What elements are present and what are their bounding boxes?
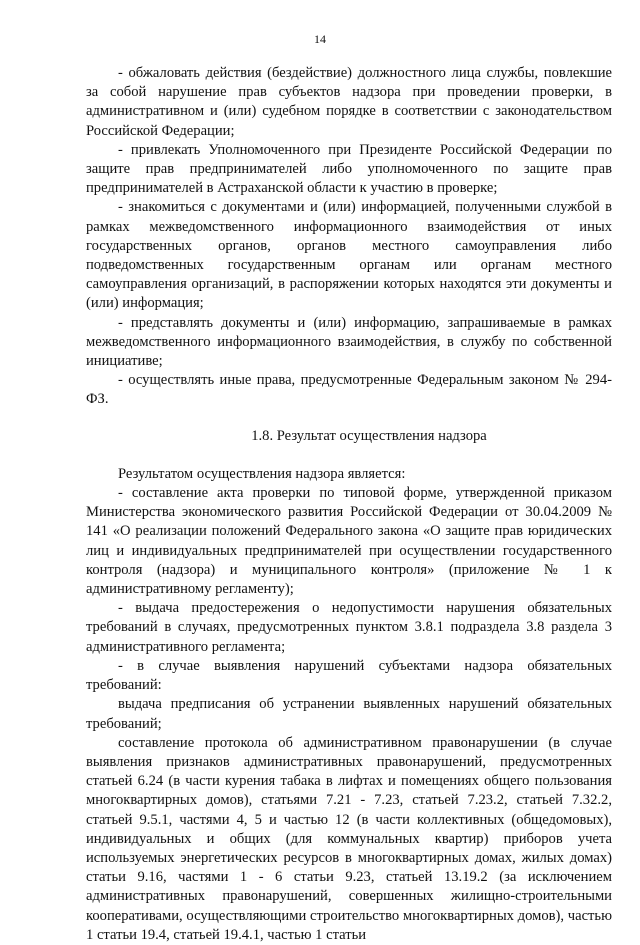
result-item: - выдача предостережения о недопустимости нарушения обязательных требований в случаях, предусмотренных пунктом 3.8.1 подраздела 3.8 раздела 3 административного регламента; xyxy=(86,600,612,655)
rights-item: - привлекать Уполномоченного при Президенте Российской Федерации по защите прав предпринимателей либо уполномоченного по защите прав предпринимателей в Астраханской области к участию в проверке; xyxy=(86,141,612,197)
rights-item: - знакомиться с документами и (или) информацией, полученными службой в рамках межведомственного информационного взаимодействия от иных государственных органов, органов местного самоуправления либо подведомственных государственным органам или органам местного самоуправления организаций, в распоряжении которых находятся эти документы и (или) информация; xyxy=(86,199,612,312)
result-item: выдача предписания об устранении выявленных нарушений обязательных требований; xyxy=(86,696,612,732)
section-heading: 1.8. Результат осуществления надзора xyxy=(251,427,487,444)
rights-item: - представлять документы и (или) информацию, запрашиваемые в рамках межведомственного информационного взаимодействия, в службу по собственной инициативе; xyxy=(86,314,612,370)
result-item: - составление акта проверки по типовой форме, утвержденной приказом Министерства экономического развития Российской Федерации от 30.04.2009 № 141 «О реализации положений Федерального закона «О защите прав юридических лиц и индивидуальных предпринимателей при осуществлении государственного контроля (надзора) и муниципального контроля» (приложение № 1 к административному регламенту); xyxy=(86,485,612,598)
result-intro: Результатом осуществления надзора является: xyxy=(118,465,406,482)
rights-item: - обжаловать действия (бездействие) должностного лица службы, повлекшие за собой нарушение прав субъектов надзора при проведении проверки, в административном и (или) судебном порядке в соответствии с законодательством Российской Федерации; xyxy=(86,65,612,139)
rights-item: - осуществлять иные права, предусмотренные Федеральным законом № 294-ФЗ. xyxy=(86,372,612,408)
document-body xyxy=(86,64,612,945)
page-number: 14 xyxy=(314,32,326,46)
result-item: составление протокола об административном правонарушении (в случае выявления признаков административных правонарушений, предусмотренных статьей 6.24 (в части курения табака в лифтах и помещениях общего пользования многоквартирных домов), статьями 7.21 - 7.23, статьей 7.23.2, статьей 7.32.2, статьей 9.5.1, частями 4, 5 и частью 12 (в части коллективных (общедомовых), индивидуальных и общих (для коммунальных квартир) приборов учета используемых энергетических ресурсов в многоквартирных домах, жилых домах) статьи 9.16, частями 1 - 6 статьи 9.23, статьей 13.19.2 (за исключением административных правонарушений, совершенных жилищно-строительными кооперативами, осуществляющими строительство многоквартирных домов), частью 1 статьи 19.4, статьей 19.4.1, частью 1 статьи xyxy=(86,734,612,943)
result-item: - в случае выявления нарушений субъектами надзора обязательных требований: xyxy=(86,657,612,694)
